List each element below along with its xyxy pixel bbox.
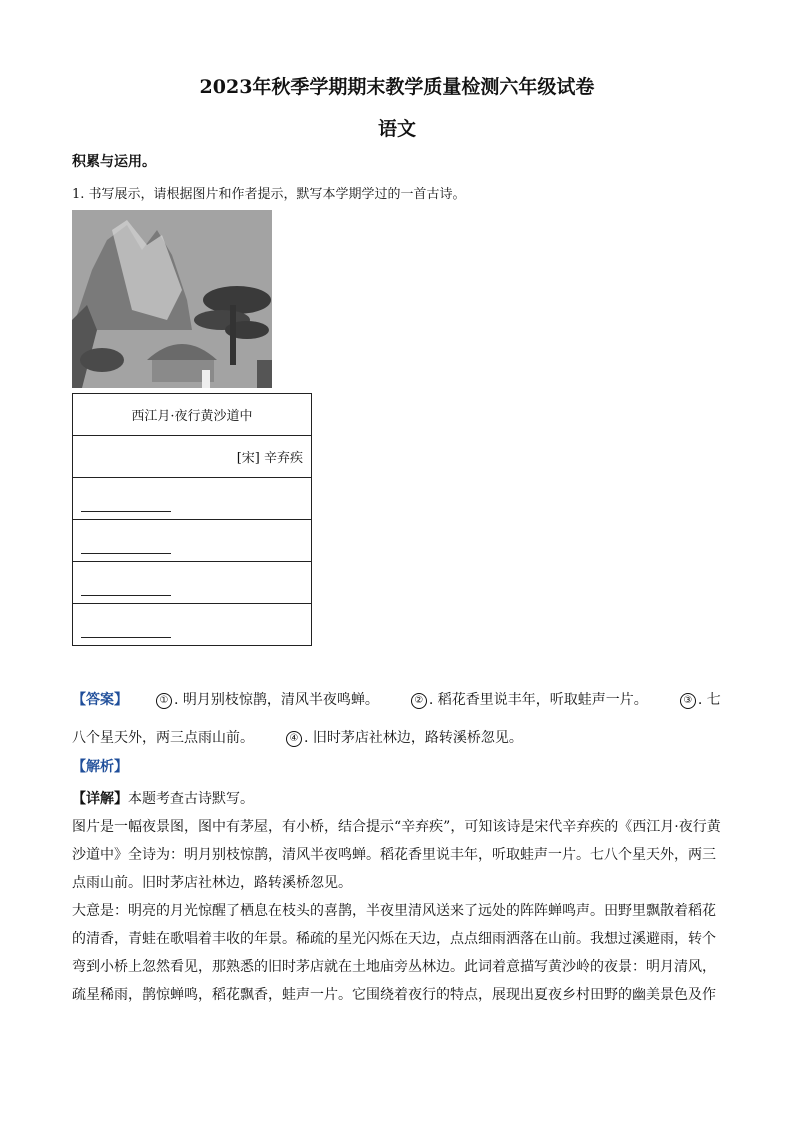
landscape-painting-image: [72, 210, 272, 388]
answer-blank-row: [73, 604, 312, 646]
subject-title: 语文: [377, 118, 416, 140]
analysis-detail: [72, 785, 722, 1009]
circled-number: ②: [411, 693, 427, 709]
detail-tag: 【详解】: [72, 791, 128, 807]
answer-blank-line[interactable]: [81, 495, 171, 512]
answer-blank-row: [73, 562, 312, 604]
answer-item: . 旧时茅店社林边，路转溪桥忽见。: [304, 730, 523, 746]
detail-first: 本题考查古诗默写。: [128, 791, 254, 807]
question-1-prompt: 1. 书写展示，请根据图片和作者提示，默写本学期学过的一首古诗。: [72, 187, 466, 202]
circled-number: ①: [156, 693, 172, 709]
answer-blank-line[interactable]: [81, 621, 171, 638]
answer-blank-line[interactable]: [81, 579, 171, 596]
answer-item: . 明月别枝惊鹊，清风半夜鸣蝉。: [174, 692, 379, 708]
answer-block: [72, 686, 722, 752]
circled-number: ④: [286, 731, 302, 747]
analysis-paragraph-2: 大意是：明亮的月光惊醒了栖息在枝头的喜鹊，半夜里清风送来了远处的阵阵蝉鸣声。田野里飘散着稻花的清香，青蛙在歌唱着丰收的年景。稀疏的星光闪烁在天边，点点细雨洒落在山前。我想过溪避雨，转个弯到小桥上忽然看见，那熟悉的旧时茅店就在土地庙旁丛林边。此词着意描写黄沙岭的夜景：明月清风，疏星稀雨，鹊惊蝉鸣，稻花飘香，蛙声一片。它围绕着夜行的特点，展现出夏夜乡村田野的幽美景色及作: [72, 903, 716, 1003]
section-heading: 积累与运用。: [72, 154, 156, 170]
circled-number: ③: [680, 693, 696, 709]
answer-blank-row: [73, 520, 312, 562]
answer-line2: 八个星天外，两三点雨山前。: [72, 730, 254, 746]
analysis-paragraph-1: 图片是一幅夜景图，图中有茅屋，有小桥，结合提示“辛弃疾”，可知该诗是宋代辛弃疾的《西江月·夜行黄沙道中》全诗为：明月别枝惊鹊，清风半夜鸣蝉。稻花香里说丰年，听取蛙声一片。七八个星天外，两三点雨山前。旧时茅店社林边，路转溪桥忽见。: [72, 819, 721, 891]
poem-title-cell: 西江月·夜行黄沙道中: [73, 394, 312, 436]
poem-answer-table: [72, 393, 312, 646]
poem-author-cell: [宋] 辛弃疾: [73, 436, 312, 478]
answer-tag: 【答案】: [72, 692, 128, 708]
page-title: 2023年秋季学期期末教学质量检测六年级试卷: [199, 76, 595, 98]
analysis-heading: [72, 753, 722, 781]
answer-item: . 稻花香里说丰年，听取蛙声一片。: [428, 692, 648, 708]
answer-blank-line[interactable]: [81, 537, 171, 554]
answer-item: . 七: [697, 692, 721, 708]
answer-blank-row: [73, 478, 312, 520]
analysis-tag: 【解析】: [72, 759, 128, 775]
